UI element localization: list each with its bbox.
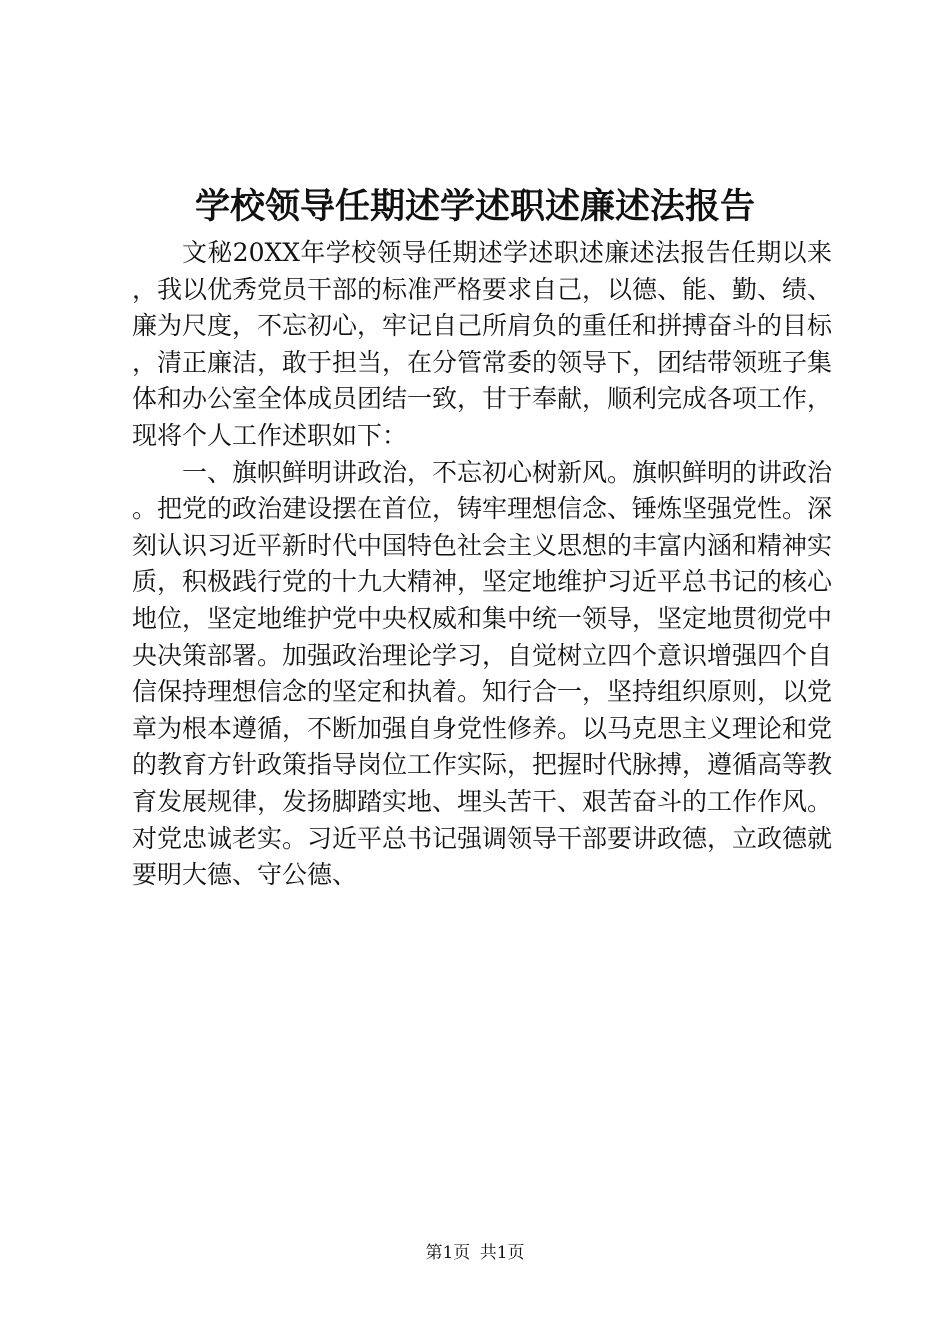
paragraph-intro: 文秘20XX年学校领导任期述学述职述廉述法报告任期以来，我以优秀党员干部的标准严格要求自己，以德、能、勤、绩、廉为尺度，不忘初心，牢记自己所肩负的重任和拼搏奋斗的目标，清正廉洁，敢于担当，在分管常委的领导下，团结带领班子集体和办公室全体成员团结一致，甘于奉献，顺利完成各项工作，现将个人工作述职如下： [132, 238, 833, 450]
page-number: 第1页 [425, 1243, 471, 1263]
page-total: 共1页 [479, 1243, 525, 1263]
paragraph-section-1: 一、旗帜鲜明讲政治，不忘初心树新风。旗帜鲜明的讲政治。把党的政治建设摆在首位，铸牢理想信念、锤炼坚强党性。深刻认识习近平新时代中国特色社会主义思想的丰富内涵和精神实质，积极践行党的十九大精神，坚定地维护习近平总书记的核心地位，坚定地维护党中央权威和集中统一领导，坚定地贯彻党中央决策部署。加强政治理论学习，自觉树立四个意识增强四个自信保持理想信念的坚定和执着。知行合一，坚持组织原则，以党章为根本遵循，不断加强自身党性修养。以马克思主义理论和党的教育方针政策指导岗位工作实际，把握时代脉搏，遵循高等教育发展规律，发扬脚踏实地、埋头苦干、艰苦奋斗的工作作风。对党忠诚老实。习近平总书记强调领导干部要讲政德，立政德就要明大德、守公德、 [132, 457, 833, 890]
document-title: 学校领导任期述学述职述廉述法报告 [194, 186, 755, 227]
page-footer [0, 1241, 950, 1265]
document-body [132, 235, 832, 894]
